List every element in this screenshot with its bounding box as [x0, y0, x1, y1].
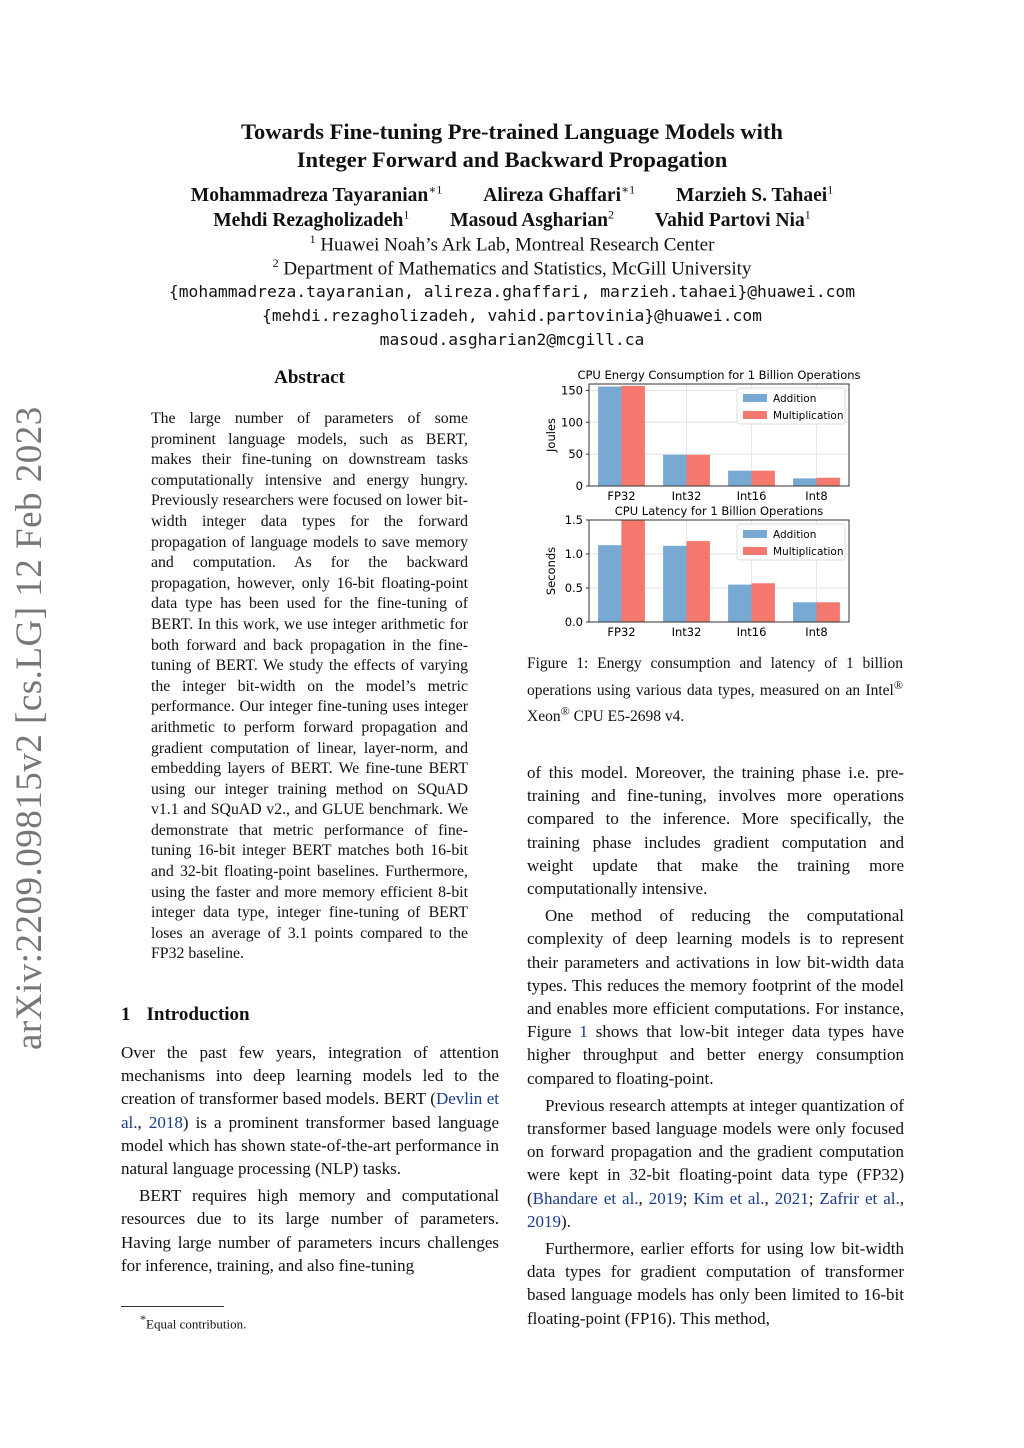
y-tick-label: 0: [575, 479, 583, 493]
email-line-1: {mohammadreza.tayaranian, alireza.ghaffari, marzieh.tahaei}@huawei.com: [168, 282, 856, 301]
legend-label: Multiplication: [773, 410, 844, 422]
author: Alireza Ghaffari$^{∗1}$: [483, 182, 636, 206]
legend-label: Addition: [773, 529, 817, 541]
left-column-body: [121, 1041, 499, 1277]
citation-devlin[interactable]: Devlin et al.: [121, 1089, 499, 1132]
author: Vahid Partovi Nia$^1$: [654, 207, 811, 231]
citation-zafrir[interactable]: Zafrir et al.: [819, 1188, 900, 1208]
email-line-3: masoud.asgharian2@mcgill.ca: [379, 330, 645, 349]
bar-multiplication-int32: [687, 455, 710, 486]
abstract-heading: Abstract: [274, 367, 345, 388]
footnote-rule: [121, 1306, 224, 1307]
x-tick-label: FP32: [607, 489, 636, 503]
intro-paragraph-1: Over the past few years, integration of attention mechanisms into deep learning models led to the creation of transformer based models. BERT (Devlin et al., 2018) is a prominent transformer based language model which has shown state-of-the-art performance in natural language processing (NLP) tasks.: [121, 1043, 499, 1179]
citation-bhandare[interactable]: Bhandare et al.: [532, 1188, 639, 1208]
bar-multiplication-int8: [817, 478, 840, 486]
right-paragraph-3: Previous research attempts at integer quantization of transformer based language models were only focused on forward propagation and the gradient computation were kept in 32-bit floating-point data type (FP32) (Bhandare et al., 2019; Kim et al., 2021; Zafrir et al., 2019).: [527, 1095, 905, 1231]
right-paragraph-1: of this model. Moreover, the training phase i.e. pre-training and fine-tuning, involves more operations compared to the inference. More specifically, the training phase includes gradient computation and weight update that make the training more computationally intensive.: [527, 763, 904, 899]
affiliation-2: $^2$ Department of Mathematics and Statistics, McGill University: [272, 256, 752, 280]
y-tick-label: 50: [568, 447, 583, 462]
intro-paragraph-2: BERT requires high memory and computational resources due to its large number of parameters. Having large number of parameters incurs challenges for inference, training, and also fine-tuning: [121, 1186, 499, 1275]
bar-multiplication-int16: [752, 583, 775, 622]
bar-multiplication-int32: [687, 541, 710, 622]
figure-1-charts: [527, 362, 907, 644]
y-tick-label: 100: [561, 415, 583, 430]
chart-title: CPU Latency for 1 Billion Operations: [614, 504, 824, 518]
latency-chart: [544, 504, 849, 639]
x-tick-label: Int32: [671, 625, 702, 639]
abstract-text: The large number of parameters of some prominent language models, such as BERT, makes their fine-tuning on downstream tasks computationally intensive and energy hungry. Previously researchers were focused on lower bit-width integer data types for the forward propagation of language models to save memory and computation. As for the backward propagation, however, only 16-bit floating-point data type has been used for the fine-tuning of BERT. In this work, we use integer arithmetic for both forward and back propagation in the fine-tuning of BERT. We study the effects of varying the integer bit-width on the model’s metric performance. Our integer fine-tuning uses integer arithmetic to perform forward propagation and gradient computation of linear, layer-norm, and embedding layers of BERT. We fine-tune BERT using our integer training method on SQuAD v1.1 and SQuAD v2., and GLUE benchmark. We demonstrate that metric performance of fine-tuning 16-bit integer BERT matches both 16-bit and 32-bit floating-point baselines. Furthermore, using the faster and more memory efficient 8-bit integer data type, integer fine-tuning of BERT loses an average of 3.1 points compared to the FP32 baseline.: [151, 410, 468, 963]
right-paragraph-2: One method of reducing the computational complexity of deep learning models is to represent their parameters and activations in low bit-width data types. This reduces the memory footprint of the model and enables more efficient computations. For instance, Figure 1 shows that low-bit integer data types have higher throughput and better energy consumption compared to floating-point.: [527, 906, 904, 1088]
bar-multiplication-int16: [752, 471, 775, 486]
x-tick-label: Int8: [805, 489, 828, 503]
right-column-body: [527, 761, 904, 1330]
legend-swatch: [743, 547, 767, 555]
paper-title: [112, 118, 912, 174]
author: Masoud Asgharian$^2$: [450, 207, 614, 231]
author-row-1: [112, 182, 912, 207]
y-tick-label: 1.5: [564, 513, 583, 527]
email-line-2: {mehdi.rezagholizadeh, vahid.partovinia}@huawei.com: [262, 306, 762, 325]
legend-label: Addition: [773, 393, 817, 405]
right-paragraph-4: Furthermore, earlier efforts for using low bit-width data types for gradient computation of transformer based language models has only been limited to 16-bit floating-point (FP16). This method,: [527, 1239, 904, 1328]
y-tick-label: 0.0: [564, 615, 583, 629]
bar-addition-fp32: [598, 545, 621, 622]
x-tick-label: FP32: [607, 625, 636, 639]
bar-multiplication-int8: [817, 602, 840, 622]
y-tick-label: 0.5: [564, 581, 583, 595]
x-tick-label: Int16: [736, 489, 767, 503]
author-row-2: [112, 207, 912, 232]
title-line-2: Integer Forward and Backward Propagation: [296, 147, 728, 172]
section-heading-introduction: 1 Introduction: [121, 1004, 250, 1025]
bar-addition-int32: [663, 455, 686, 486]
bar-addition-int16: [728, 585, 751, 622]
y-axis-label: Seconds: [544, 546, 558, 596]
figure-reference[interactable]: 1: [579, 1022, 588, 1042]
figure-1-caption: Figure 1: Energy consumption and latency of 1 billion operations using various data types, measured on an Intel® Xeon® CPU E5-2698 v4.: [527, 655, 903, 726]
bar-addition-fp32: [598, 387, 621, 486]
x-tick-label: Int32: [671, 489, 702, 503]
chart-title: CPU Energy Consumption for 1 Billion Operations: [577, 368, 861, 382]
bar-addition-int8: [793, 602, 816, 622]
citation-bhandare-year[interactable]: 2019: [648, 1188, 683, 1208]
author: Marzieh S. Tahaei$^1$: [676, 182, 834, 206]
legend-swatch: [743, 411, 767, 419]
author: Mohammadreza Tayaranian$^{∗1}$: [190, 182, 443, 206]
x-tick-label: Int8: [805, 625, 828, 639]
y-axis-label: Joules: [544, 418, 558, 452]
legend-label: Multiplication: [773, 546, 844, 558]
bar-multiplication-fp32: [622, 520, 645, 622]
title-line-1: Towards Fine-tuning Pre-trained Language Models with: [241, 119, 783, 144]
citation-zafrir-year[interactable]: 2019: [527, 1211, 561, 1231]
bar-multiplication-fp32: [622, 386, 645, 486]
bar-addition-int8: [793, 478, 816, 486]
bar-addition-int32: [663, 546, 686, 622]
citation-kim[interactable]: Kim et al.: [693, 1188, 765, 1208]
arxiv-identifier: arXiv:2209.09815v2 [cs.LG] 12 Feb 2023: [9, 406, 50, 1050]
energy-chart: [544, 368, 861, 503]
y-tick-label: 150: [561, 383, 583, 398]
affiliation-1: $^1$ Huawei Noah’s Ark Lab, Montreal Research Center: [309, 232, 715, 256]
author: Mehdi Rezagholizadeh$^1$: [213, 207, 410, 231]
legend-swatch: [743, 530, 767, 538]
footnote: *Equal contribution.: [140, 1312, 247, 1332]
citation-kim-year[interactable]: 2021: [774, 1188, 809, 1208]
y-tick-label: 1.0: [564, 547, 583, 561]
legend-swatch: [743, 394, 767, 402]
x-tick-label: Int16: [736, 625, 767, 639]
citation-devlin-year[interactable]: 2018: [148, 1112, 183, 1132]
bar-addition-int16: [728, 471, 751, 486]
